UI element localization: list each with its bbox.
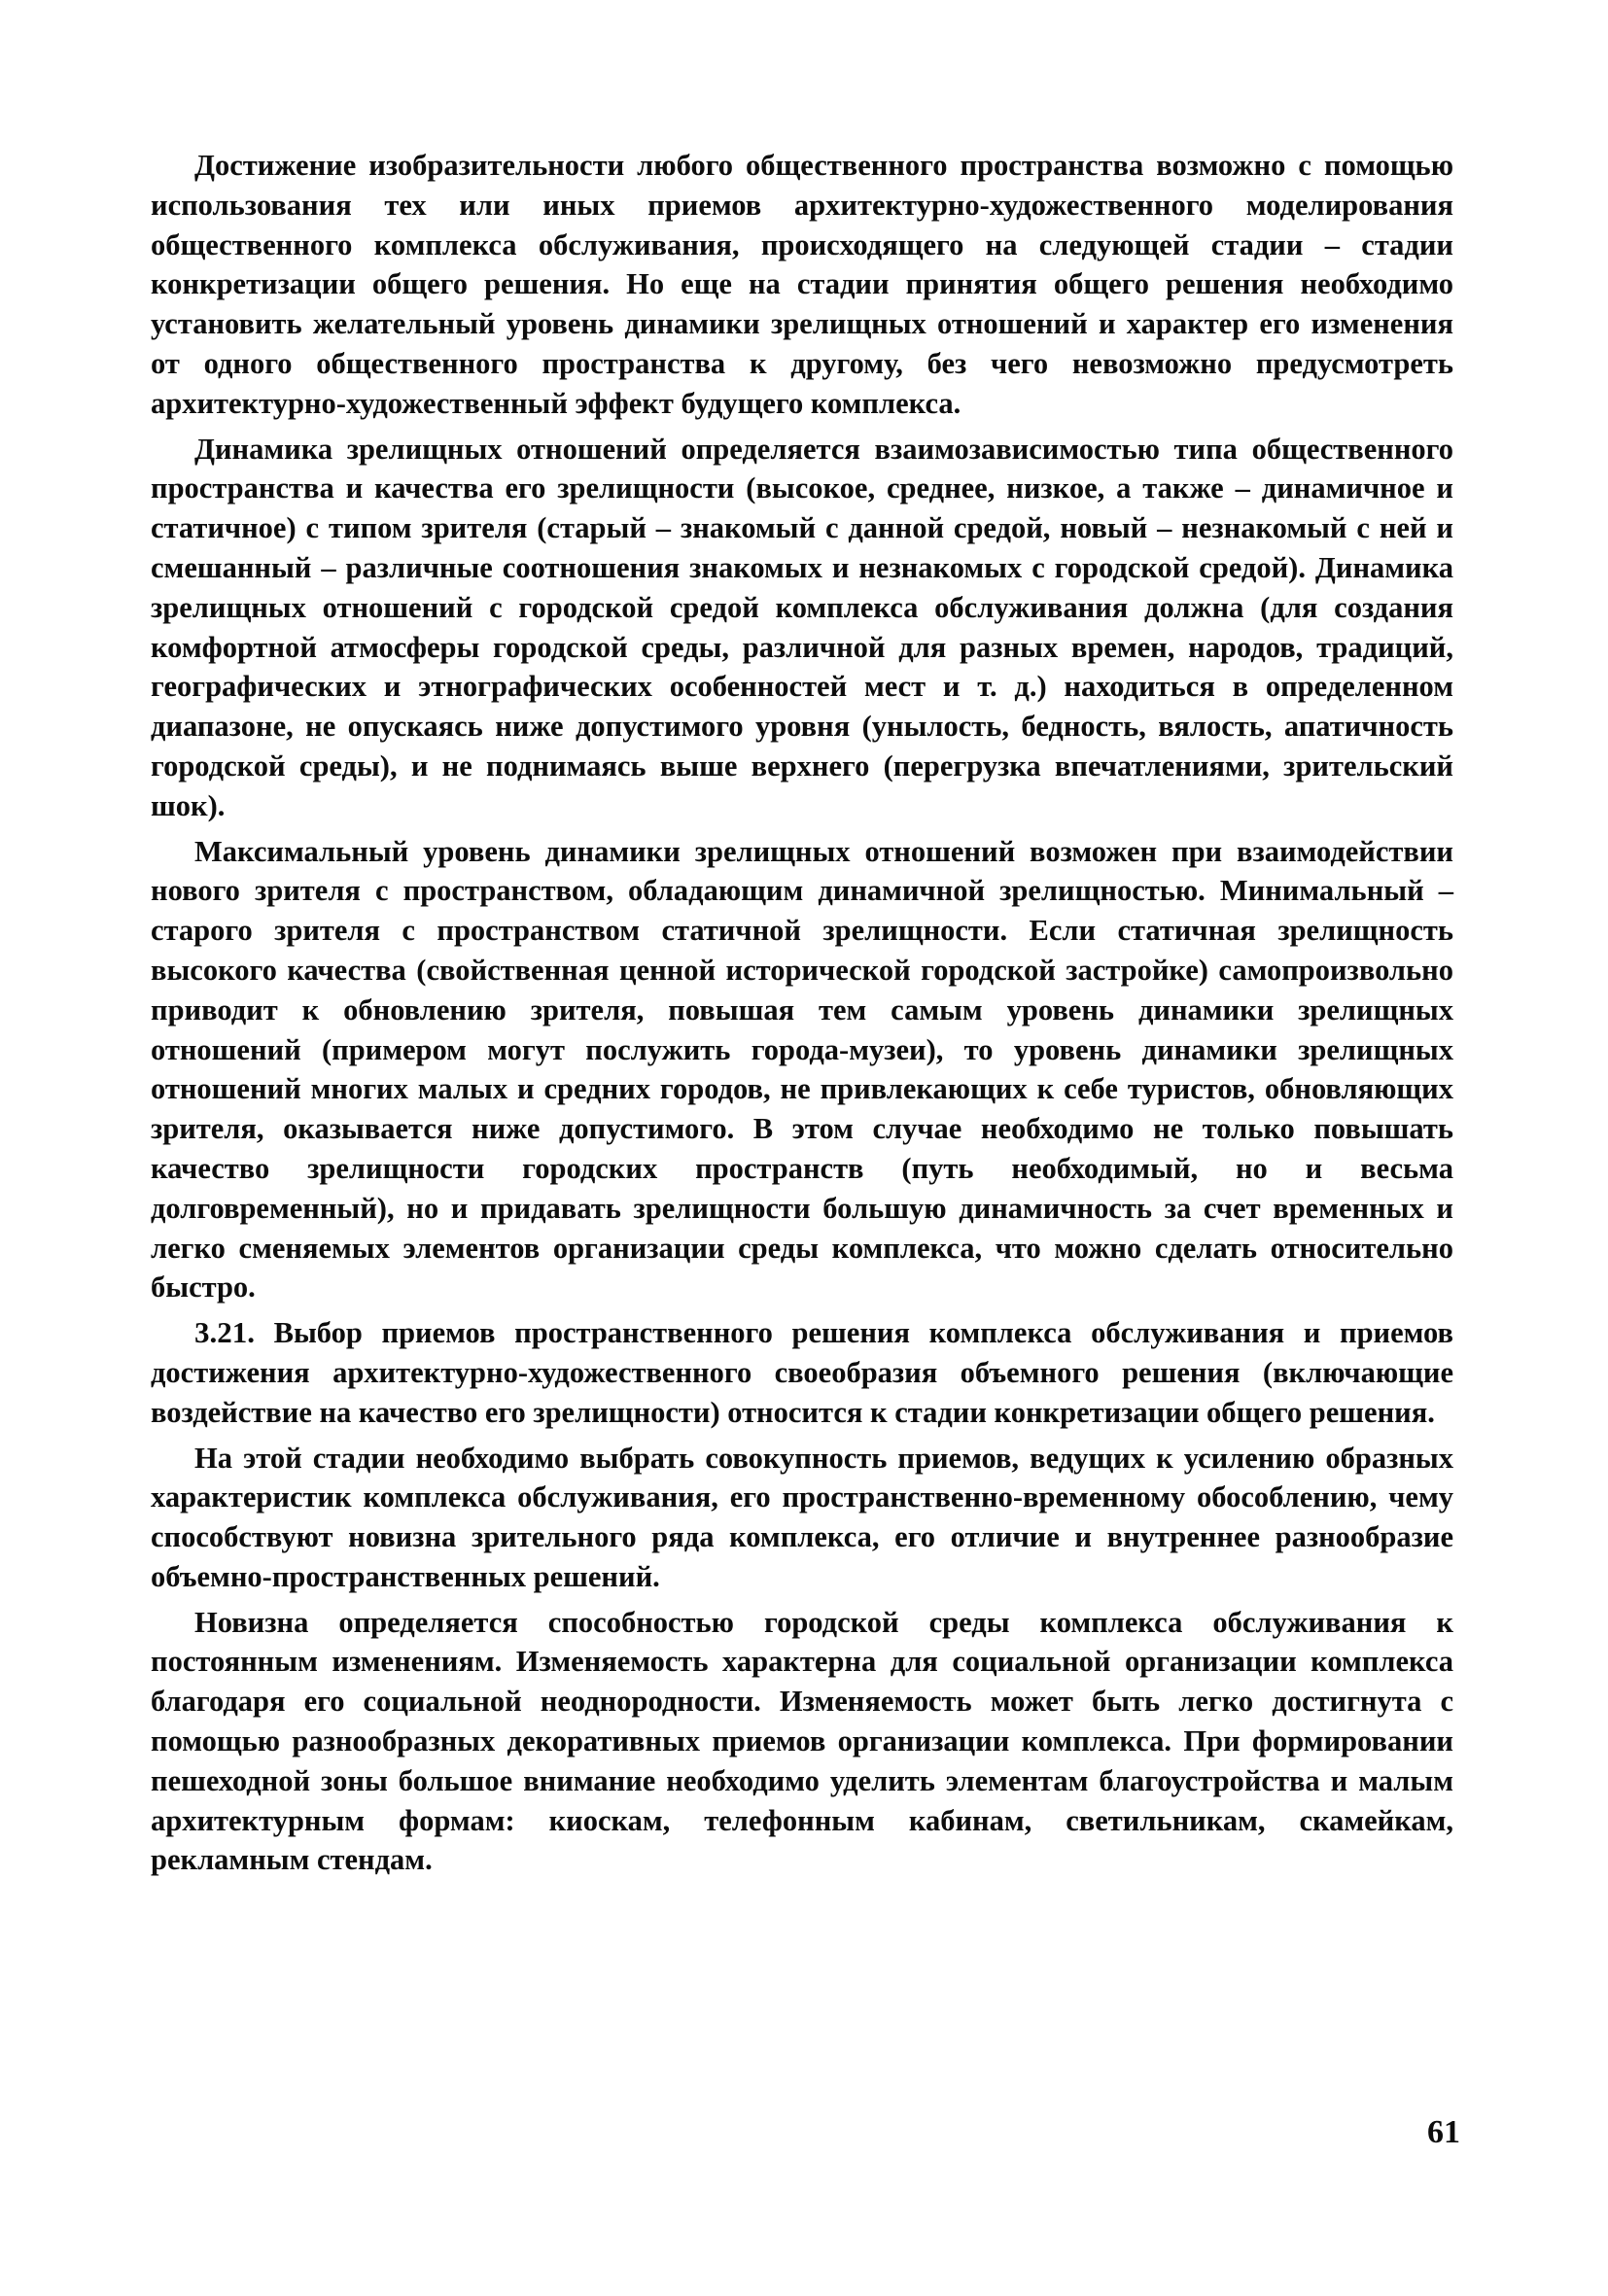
section-text: Выбор приемов пространственного решения комплекса обслуживания и приемов достижения архитектурно-художественного своеобразия объемного решения (включающие воздействие на качество его зрелищности) относится к стадии конкретизации общего решения. — [151, 1316, 1453, 1429]
paragraph-2: Динамика зрелищных отношений определяется взаимозависимостью типа общественного пространства и качества его зрелищности (высокое, среднее, низкое, а также – динамичное и статичное) с типом зрителя (старый – знакомый с данной средой, новый – незнакомый с ней и смешанный – различные соотношения знакомых и незнакомых с городской средой). Динамика зрелищных отношений с городской средой комплекса обслуживания должна (для создания комфортной атмосферы городской среды, различной для разных времен, народов, традиций, географических и этнографических особенностей мест и т. д.) находиться в определенном диапазоне, не опускаясь ниже допустимого уровня (унылость, бедность, вялость, апатичность городской среды), и не поднимаясь выше верхнего (перегрузка впечатлениями, зрительский шок). — [151, 432, 1453, 822]
section-number: 3.21. — [194, 1315, 255, 1350]
paragraph-5: На этой стадии необходимо выбрать совокупность приемов, ведущих к усилению образных характеристик комплекса обслуживания, его пространственно-временному обособлению, чему способствуют новизна зрительного ряда комплекса, его отличие и внутреннее разнообразие объемно-пространственных решений. — [151, 1441, 1453, 1593]
paragraph-1: Достижение изобразительности любого общественного пространства возможно с помощью использования тех или иных приемов архитектурно-художественного моделирования общественного комплекса обслуживания, происходящего на следующей стадии – стадии конкретизации общего решения. Но еще на стадии принятия общего решения необходимо установить желательный уровень динамики зрелищных отношений и характер его изменения от одного общественного пространства к другому, без чего невозможно предусмотреть архитектурно-художественный эффект будущего комплекса. — [151, 149, 1453, 420]
page-number: 61 — [1427, 2114, 1460, 2150]
paragraph-6: Новизна определяется способностью городской среды комплекса обслуживания к постоянным изменениям. Изменяемость характерна для социальной организации комплекса благодаря его социальной неоднородности. Изменяемость может быть легко достигнута с помощью разнообразных декоративных приемов организации комплекса. При формировании пешеходной зоны большое внимание необходимо уделить элементам благоустройства и малым архитектурным формам: киоскам, телефонным кабинам, светильникам, скамейкам, рекламным стендам. — [151, 1605, 1453, 1877]
body-text — [151, 146, 1453, 1886]
paragraph-3: Максимальный уровень динамики зрелищных отношений возможен при взаимодействии нового зрителя с пространством, обладающим динамичной зрелищностью. Минимальный – старого зрителя с пространством статичной зрелищности. Если статичная зрелищность высокого качества (свойственная ценной исторической городской застройке) самопроизвольно приводит к обновлению зрителя, повышая тем самым уровень динамики зрелищных отношений (примером могут послужить города-музеи), то уровень динамики зрелищных отношений многих малых и средних городов, не привлекающих к себе туристов, обновляющих зрителя, оказывается ниже допустимого. В этом случае необходимо не только повышать качество зрелищности городских пространств (путь необходимый, но и весьма долговременный), но и придавать зрелищности большую динамичность за счет временных и легко сменяемых элементов организации среды комплекса, что можно сделать относительно быстро. — [151, 834, 1453, 1305]
section-3-21-paragraph — [151, 1313, 1453, 1432]
